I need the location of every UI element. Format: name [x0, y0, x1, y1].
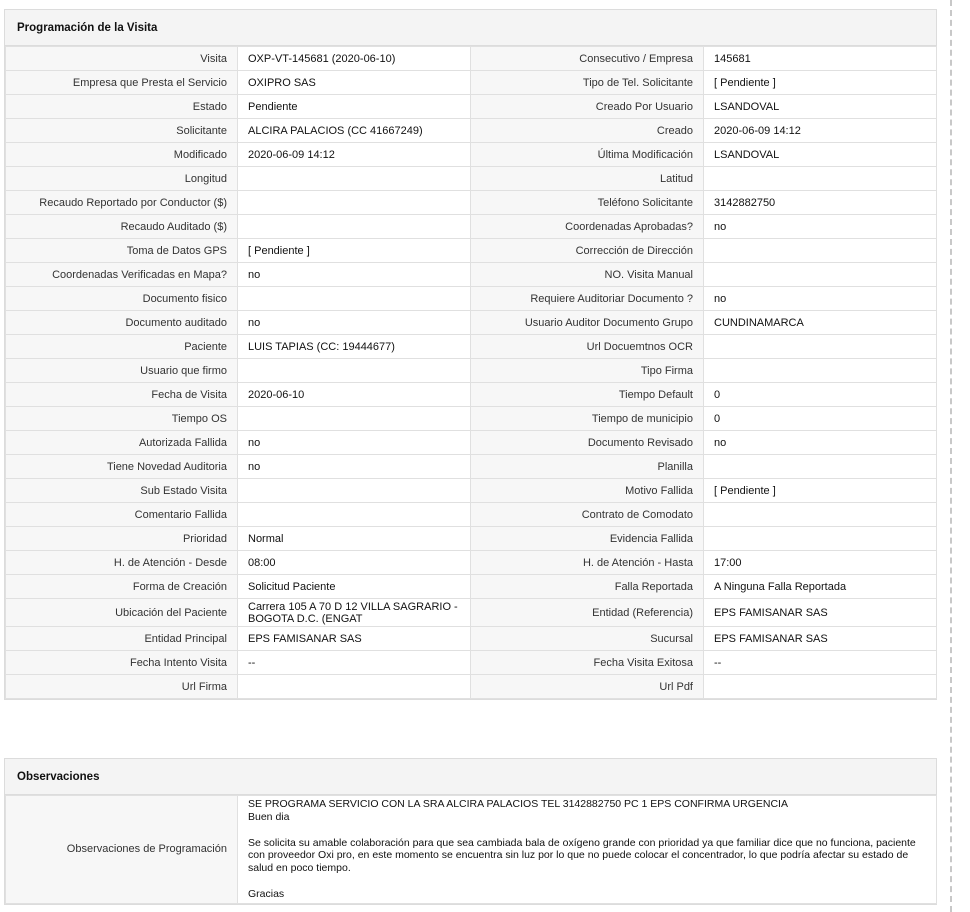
field-label: Corrección de Dirección: [471, 239, 704, 263]
field-label: Creado: [471, 119, 704, 143]
field-row: [6, 675, 937, 699]
field-value: [ Pendiente ]: [704, 71, 937, 95]
field-value: LUIS TAPIAS (CC: 19444677): [238, 335, 471, 359]
field-row: [6, 599, 937, 627]
field-label: Tipo Firma: [471, 359, 704, 383]
field-row: [6, 479, 937, 503]
field-value: no: [238, 311, 471, 335]
observaciones-text: [238, 796, 937, 904]
field-row: [6, 335, 937, 359]
field-label: Creado Por Usuario: [471, 95, 704, 119]
field-value: [704, 239, 937, 263]
field-value: EPS FAMISANAR SAS: [704, 599, 937, 627]
field-row: [6, 263, 937, 287]
field-label: Forma de Creación: [6, 575, 238, 599]
field-label: H. de Atención - Hasta: [471, 551, 704, 575]
field-value: no: [704, 431, 937, 455]
field-label: Tipo de Tel. Solicitante: [471, 71, 704, 95]
field-value: no: [238, 263, 471, 287]
field-label: Prioridad: [6, 527, 238, 551]
field-label: Url Firma: [6, 675, 238, 699]
field-value: 17:00: [704, 551, 937, 575]
field-row: [6, 119, 937, 143]
field-row: [6, 143, 937, 167]
field-value: [238, 675, 471, 699]
field-value: [238, 479, 471, 503]
field-row: [6, 407, 937, 431]
field-label: Documento auditado: [6, 311, 238, 335]
observaciones-panel: [4, 758, 937, 905]
field-value: [704, 359, 937, 383]
field-label: Fecha Intento Visita: [6, 651, 238, 675]
field-label: Estado: [6, 95, 238, 119]
field-value: 0: [704, 407, 937, 431]
field-row: [6, 651, 937, 675]
field-label: Recaudo Auditado ($): [6, 215, 238, 239]
field-value: 0: [704, 383, 937, 407]
field-value: [704, 335, 937, 359]
field-label: Solicitante: [6, 119, 238, 143]
field-label: Coordenadas Verificadas en Mapa?: [6, 263, 238, 287]
field-row: [6, 527, 937, 551]
field-value: [704, 527, 937, 551]
field-value: --: [238, 651, 471, 675]
observaciones-table: [5, 795, 937, 904]
field-row: [6, 167, 937, 191]
observaciones-header: Observaciones: [5, 759, 936, 795]
field-label: Requiere Auditoriar Documento ?: [471, 287, 704, 311]
field-value: LSANDOVAL: [704, 95, 937, 119]
field-value: no: [238, 431, 471, 455]
field-value: [238, 167, 471, 191]
field-row: [6, 287, 937, 311]
observaciones-spacer: [248, 875, 926, 888]
field-row: [6, 431, 937, 455]
field-value: Carrera 105 A 70 D 12 VILLA SAGRARIO - BOGOTA D.C. (ENGAT: [238, 599, 471, 627]
field-label: Longitud: [6, 167, 238, 191]
field-label: Tiene Novedad Auditoria: [6, 455, 238, 479]
field-label: Url Docuemtnos OCR: [471, 335, 704, 359]
field-value: [704, 167, 937, 191]
field-label: Contrato de Comodato: [471, 503, 704, 527]
field-row: [6, 191, 937, 215]
field-value: ALCIRA PALACIOS (CC 41667249): [238, 119, 471, 143]
field-label: Visita: [6, 47, 238, 71]
field-label: Comentario Fallida: [6, 503, 238, 527]
programacion-header: Programación de la Visita: [5, 10, 936, 46]
field-value: EPS FAMISANAR SAS: [704, 627, 937, 651]
field-value: [704, 503, 937, 527]
field-label: Tiempo OS: [6, 407, 238, 431]
field-value: 08:00: [238, 551, 471, 575]
observaciones-spacer: [248, 824, 926, 837]
programacion-panel: [4, 9, 937, 700]
field-label: Modificado: [6, 143, 238, 167]
observaciones-label: Observaciones de Programación: [6, 796, 238, 904]
field-label: Motivo Fallida: [471, 479, 704, 503]
field-row: [6, 383, 937, 407]
field-value: --: [704, 651, 937, 675]
field-label: Paciente: [6, 335, 238, 359]
field-row: [6, 627, 937, 651]
field-label: Fecha Visita Exitosa: [471, 651, 704, 675]
field-label: Falla Reportada: [471, 575, 704, 599]
field-value: [704, 675, 937, 699]
field-row: [6, 455, 937, 479]
field-label: Planilla: [471, 455, 704, 479]
field-row: [6, 215, 937, 239]
field-value: Solicitud Paciente: [238, 575, 471, 599]
field-label: NO. Visita Manual: [471, 263, 704, 287]
field-row: [6, 551, 937, 575]
field-label: Tiempo de municipio: [471, 407, 704, 431]
field-value: 2020-06-10: [238, 383, 471, 407]
field-value: [ Pendiente ]: [238, 239, 471, 263]
field-label: Teléfono Solicitante: [471, 191, 704, 215]
programacion-table: [5, 46, 937, 699]
field-value: OXIPRO SAS: [238, 71, 471, 95]
field-label: Tiempo Default: [471, 383, 704, 407]
field-label: Latitud: [471, 167, 704, 191]
field-value: [238, 215, 471, 239]
field-label: Ubicación del Paciente: [6, 599, 238, 627]
observaciones-line-1: SE PROGRAMA SERVICIO CON LA SRA ALCIRA PALACIOS TEL 3142882750 PC 1 EPS CONFIRMA URGENCIA: [248, 798, 788, 810]
field-label: Consecutivo / Empresa: [471, 47, 704, 71]
field-label: Documento fisico: [6, 287, 238, 311]
field-value: [238, 287, 471, 311]
field-row: [6, 71, 937, 95]
field-value: 145681: [704, 47, 937, 71]
field-value: OXP-VT-145681 (2020-06-10): [238, 47, 471, 71]
observaciones-line-2: Buen dia: [248, 810, 290, 823]
field-label: Entidad (Referencia): [471, 599, 704, 627]
field-row: [6, 503, 937, 527]
field-value: [238, 191, 471, 215]
field-value: no: [238, 455, 471, 479]
field-label: Sucursal: [471, 627, 704, 651]
field-row: [6, 359, 937, 383]
field-label: Última Modificación: [471, 143, 704, 167]
field-row: [6, 95, 937, 119]
field-label: Documento Revisado: [471, 431, 704, 455]
field-label: Evidencia Fallida: [471, 527, 704, 551]
field-label: Usuario Auditor Documento Grupo: [471, 311, 704, 335]
field-label: Url Pdf: [471, 675, 704, 699]
field-label: Entidad Principal: [6, 627, 238, 651]
field-value: no: [704, 215, 937, 239]
observaciones-line-3: Se solicita su amable colaboración para que sea cambiada bala de oxígeno grande con prioridad ya que familiar dice que no funciona, paciente con proveedor Oxi pro, en este momento se encuentra sin luz por lo que no puede colocar el concentrador, lo que podría afectar su estado de salud en poco tiempo.: [248, 836, 916, 875]
field-label: Toma de Datos GPS: [6, 239, 238, 263]
observaciones-line-4: Gracias: [248, 887, 285, 900]
field-value: 2020-06-09 14:12: [238, 143, 471, 167]
field-row: [6, 575, 937, 599]
field-row: [6, 47, 937, 71]
field-row: [6, 239, 937, 263]
page-boundary-guide: [950, 0, 952, 912]
field-label: Sub Estado Visita: [6, 479, 238, 503]
field-label: Recaudo Reportado por Conductor ($): [6, 191, 238, 215]
field-value: 3142882750: [704, 191, 937, 215]
field-value: [238, 407, 471, 431]
field-value: 2020-06-09 14:12: [704, 119, 937, 143]
field-label: Coordenadas Aprobadas?: [471, 215, 704, 239]
field-value: LSANDOVAL: [704, 143, 937, 167]
field-label: Autorizada Fallida: [6, 431, 238, 455]
field-label: Fecha de Visita: [6, 383, 238, 407]
field-value: no: [704, 287, 937, 311]
field-value: Pendiente: [238, 95, 471, 119]
field-row: [6, 311, 937, 335]
field-value: [238, 503, 471, 527]
field-label: H. de Atención - Desde: [6, 551, 238, 575]
field-value: [704, 455, 937, 479]
field-label: Usuario que firmo: [6, 359, 238, 383]
field-value: [ Pendiente ]: [704, 479, 937, 503]
field-value: [704, 263, 937, 287]
field-value: CUNDINAMARCA: [704, 311, 937, 335]
field-value: [238, 359, 471, 383]
field-label: Empresa que Presta el Servicio: [6, 71, 238, 95]
field-value: Normal: [238, 527, 471, 551]
field-value: A Ninguna Falla Reportada: [704, 575, 937, 599]
field-value: EPS FAMISANAR SAS: [238, 627, 471, 651]
